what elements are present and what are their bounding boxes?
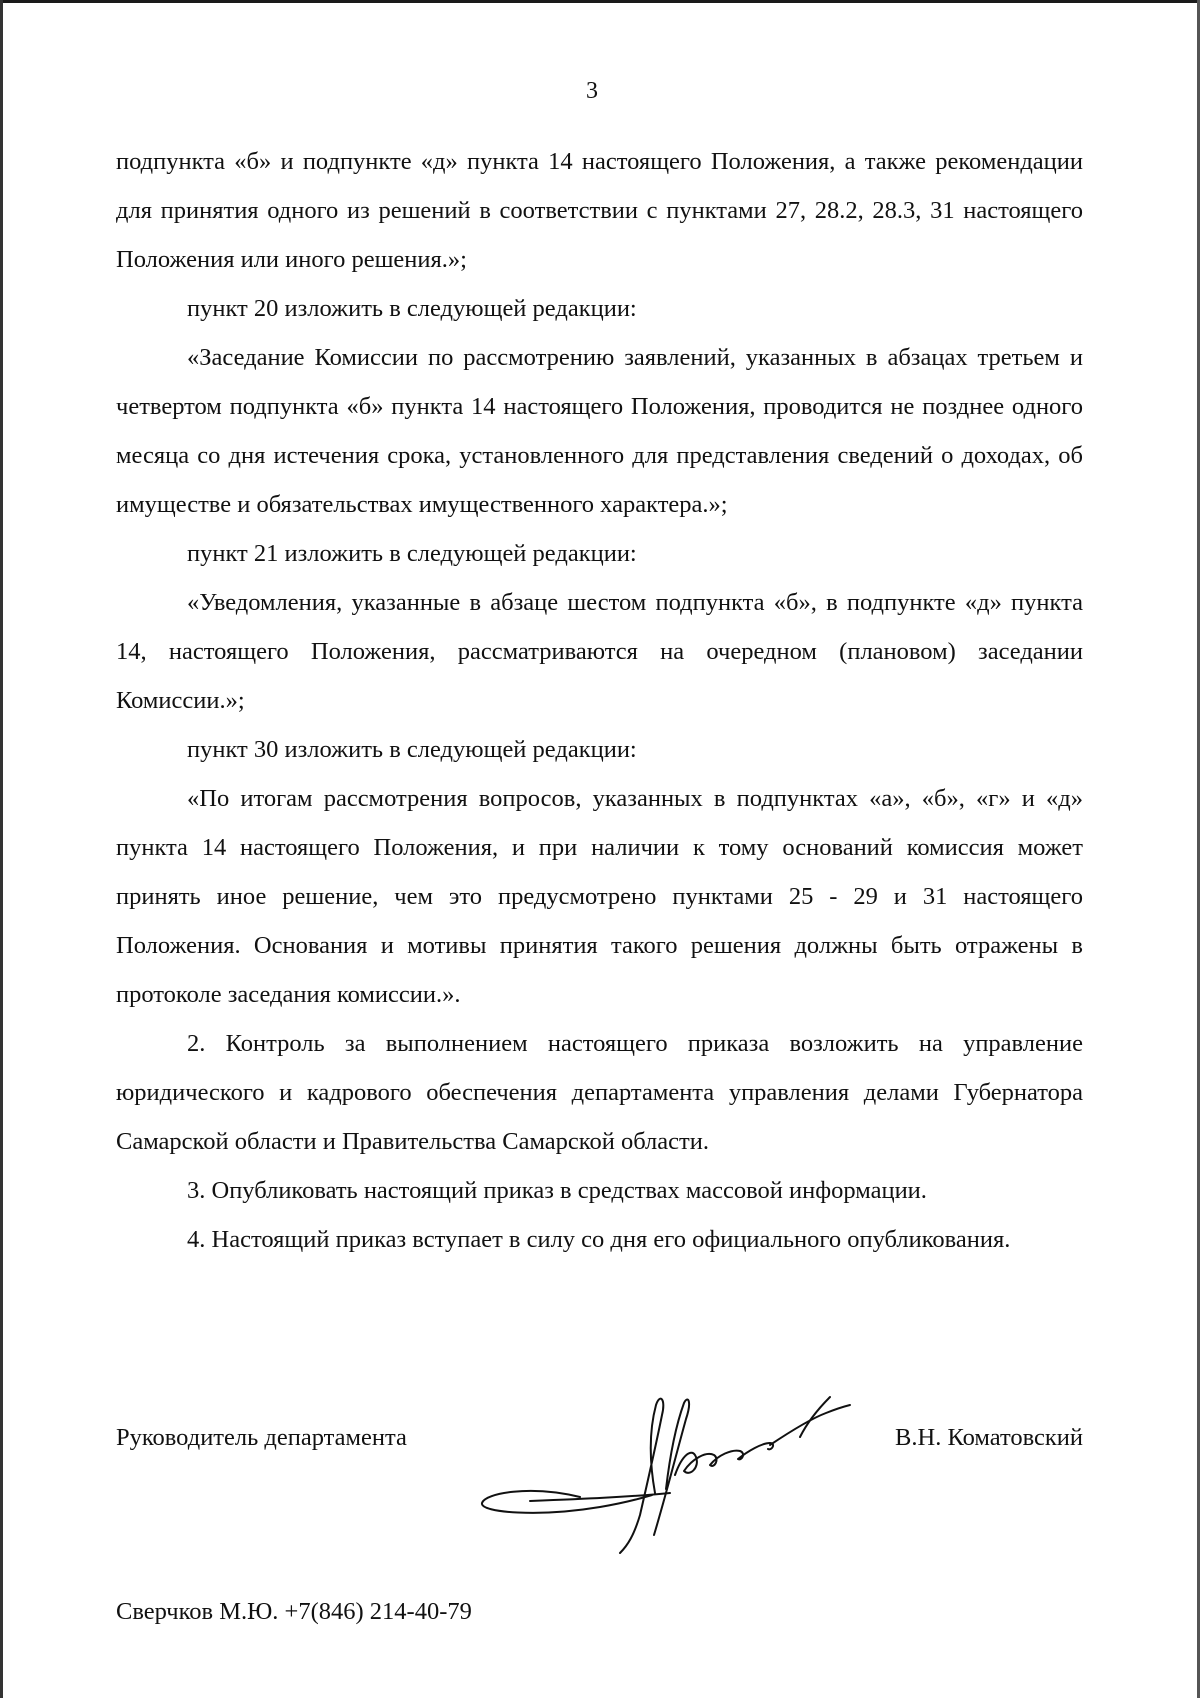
paragraph-continuation: подпункта «б» и подпункте «д» пункта 14 настоящего Положения, а также рекомендации для принятия одного из решений в соответствии с пунктами 27, 28.2, 28.3, 31 настоящего Положения или иного решения.»; (116, 148, 1083, 273)
document-body (116, 137, 1083, 1264)
paragraph-item-30-text: «По итогам рассмотрения вопросов, указанных в подпунктах «а», «б», «г» и «д» пункта 14 настоящего Положения, и при наличии к тому оснований комиссия может принять иное решение, чем это предусмотрено пунктами 25 - 29 и 31 настоящего Положения. Основания и мотивы принятия такого решения должны быть отражены в протоколе заседания комиссии.». (116, 785, 1083, 1008)
paragraph-item-20-intro: пункт 20 изложить в следующей редакции: (187, 295, 637, 322)
paragraph-item-30-intro: пункт 30 изложить в следующей редакции: (187, 736, 637, 763)
handwritten-signature (470, 1385, 870, 1555)
paragraph-item-20-text: «Заседание Комиссии по рассмотрению заявлений, указанных в абзацах третьем и четвертом подпункта «б» пункта 14 настоящего Положения, проводится не позднее одного месяца со дня истечения срока, установленного для представления сведений о доходах, об имуществе и обязательствах имущественного характера.»; (116, 344, 1083, 518)
signatory-title: Руководитель департамента (116, 1424, 407, 1451)
paragraph-clause-4: 4. Настоящий приказ вступает в силу со дня его официального опубликования. (187, 1226, 1011, 1253)
contact-info: Сверчков М.Ю. +7(846) 214-40-79 (116, 1598, 472, 1625)
scan-edge-top (0, 0, 1200, 3)
signatory-name: В.Н. Коматовский (895, 1424, 1083, 1451)
page-number: 3 (586, 78, 598, 104)
paragraph-clause-3: 3. Опубликовать настоящий приказ в средствах массовой информации. (187, 1177, 927, 1204)
paragraph-item-21-text: «Уведомления, указанные в абзаце шестом подпункта «б», в подпункте «д» пункта 14, настоящего Положения, рассматриваются на очередном (плановом) заседании Комиссии.»; (116, 589, 1083, 714)
scan-edge-left (0, 0, 3, 1698)
paragraph-clause-2: 2. Контроль за выполнением настоящего приказа возложить на управление юридического и кадрового обеспечения департамента управления делами Губернатора Самарской области и Правительства Самарской области. (116, 1030, 1083, 1155)
paragraph-item-21-intro: пункт 21 изложить в следующей редакции: (187, 540, 637, 567)
